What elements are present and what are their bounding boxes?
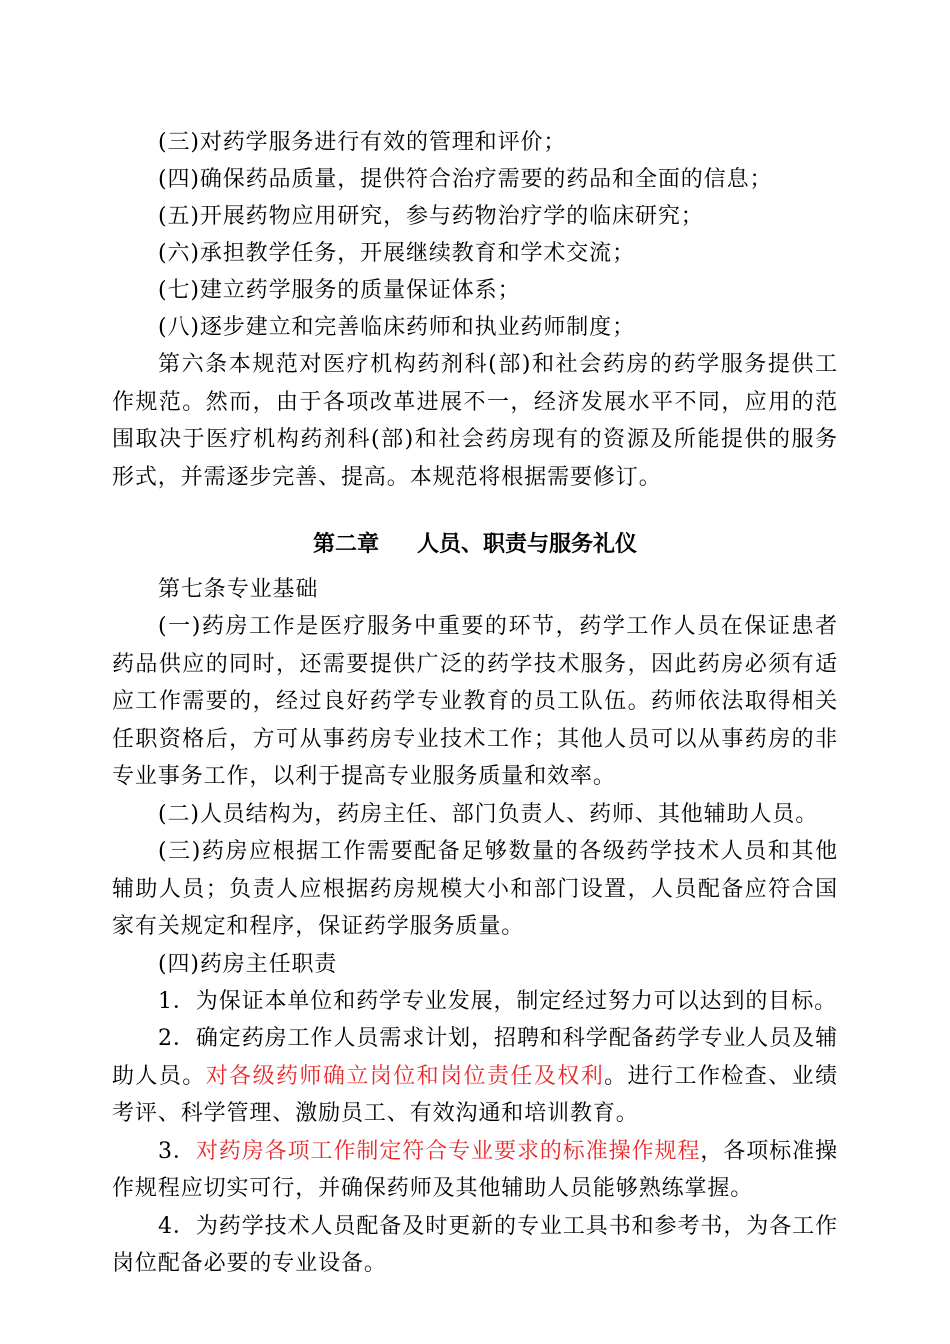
list-item-7: (七)建立药学服务的质量保证体系； (158, 278, 521, 303)
document-page (112, 124, 838, 1283)
article-7-title: 第七条专业基础 (158, 577, 319, 602)
duty-3-text-end: ，各项标准操作规程应切实可行，并确保药师及其他辅助人员能够熟练掌握。 (112, 1138, 838, 1201)
paragraph-1: (一)药房工作是医疗服务中重要的环节，药学工作人员在保证患者药品供应的同时，还需要提供广泛的药学技术服务，因此药房必须有适应工作需要的，经过良好药学专业教育的员工队伍。药师依法取得相关任职资格后，方可从事药房专业技术工作；其他人员可以从事药房的非专业事务工作，以利于提高专业服务质量和效率。 (112, 614, 838, 789)
duty-item-1: 1．为保证本单位和药学专业发展，制定经过努力可以达到的目标。 (158, 988, 837, 1014)
duty-2-text-end: 。进行工作检查、业绩考评、科学管理、激励员工、有效沟通和培训教育。 (112, 1063, 838, 1126)
duty-item-4: 4．为药学技术人员配备及时更新的专业工具书和参考书，为各工作岗位配备必要的专业设备。 (112, 1213, 838, 1276)
chapter-number: 第二章 (312, 532, 379, 557)
list-item-8: (八)逐步建立和完善临床药师和执业药师制度； (158, 315, 635, 340)
chapter-heading (112, 526, 838, 563)
list-item-5: (五)开展药物应用研究，参与药物治疗学的临床研究； (158, 204, 704, 229)
duty-2-highlight: 对各级药师确立岗位和岗位责任及权利 (205, 1063, 605, 1089)
duty-3-prefix: 3． (158, 1138, 196, 1164)
list-item-6: (六)承担教学任务，开展继续教育和学术交流； (158, 241, 635, 266)
list-item-4: (四)确保药品质量，提供符合治疗需要的药品和全面的信息； (158, 167, 773, 192)
chapter-title: 人员、职责与服务礼仪 (417, 532, 638, 557)
paragraph-2: (二)人员结构为，药房主任、部门负责人、药师、其他辅助人员。 (158, 801, 819, 827)
article-6-paragraph: 第六条本规范对医疗机构药剂科(部)和社会药房的药学服务提供工作规范。然而，由于各项改革进展不一，经济发展水平不同，应用的范围取决于医疗机构药剂科(部)和社会药房现有的资源及所能提供的服务形式，并需逐步完善、提高。本规范将根据需要修订。 (112, 352, 838, 490)
duty-3-highlight: 对药房各项工作制定符合专业要求的标准操作规程 (195, 1138, 701, 1164)
duty-2-text: 2．确定药房工作人员需求计划，招聘和科学配备药学专业人员及辅助人员。 (112, 1026, 838, 1089)
duty-item-3 (112, 1133, 838, 1208)
list-item-3: (三)对药学服务进行有效的管理和评价； (158, 130, 567, 155)
duty-item-2 (112, 1020, 838, 1133)
paragraph-3: (三)药房应根据工作需要配备足够数量的各级药学技术人员和其他辅助人员；负责人应根据药房规模大小和部门设置，人员配备应符合国家有关规定和程序，保证药学服务质量。 (112, 839, 838, 939)
paragraph-4-title: (四)药房主任职责 (158, 951, 338, 977)
